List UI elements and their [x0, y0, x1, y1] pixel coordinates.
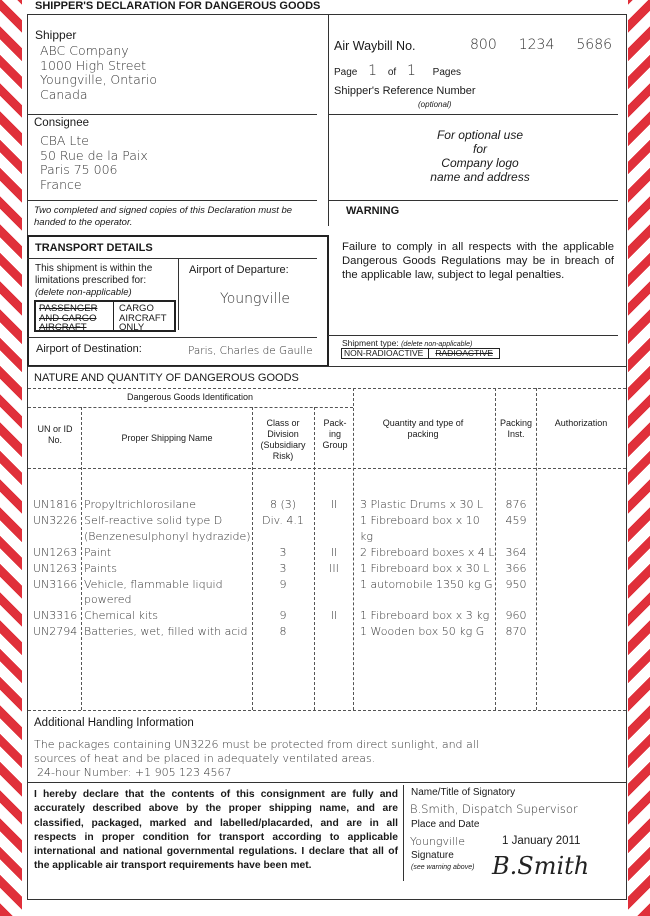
- signatory-label: Name/Title of Signatory: [411, 787, 516, 798]
- goods-group-header: Dangerous Goods Identification: [126, 392, 254, 402]
- cell-qty: 1 Fibreboard box x 10 kg: [360, 513, 480, 543]
- cell-pg: II: [330, 545, 338, 559]
- cell-class: 3: [279, 561, 287, 575]
- cell-class: [253, 592, 313, 608]
- signature[interactable]: B.Smith: [492, 852, 590, 880]
- logo-area-line: For optional use: [436, 128, 524, 142]
- cell-class: 3: [279, 545, 287, 559]
- divider: [27, 200, 317, 201]
- cell-name: Batteries, wet, filled with acid: [84, 625, 248, 639]
- destination-label: Airport of Destination:: [36, 343, 142, 355]
- departure-airport: Youngville: [220, 291, 290, 307]
- consignee-line: Paris 75 006: [40, 162, 118, 177]
- passenger-aircraft-option[interactable]: PASSENGER AND CARGO AIRCRAFT: [36, 302, 114, 330]
- of-label: of: [387, 67, 397, 78]
- cell-class: [253, 529, 313, 545]
- signature-note: (see warning above): [411, 864, 475, 871]
- date[interactable]: 1 January 2011: [502, 835, 581, 847]
- column-divider: [81, 407, 82, 710]
- place-date-label: Place and Date: [411, 819, 480, 830]
- logo-area-line: Company logo: [441, 156, 519, 170]
- waybill-label: Air Waybill No.: [334, 39, 416, 53]
- cell-un: UN2794: [33, 625, 78, 639]
- header-authorization: Authorization: [554, 418, 608, 428]
- handling-text: The packages containing UN3226 must be protected from direct sunlight, and all sources of heat and be placed in adequately ventilated areas.: [34, 738, 479, 765]
- cell-pg: II: [330, 498, 338, 511]
- shipper-line: ABC Company: [40, 43, 129, 58]
- copies-note: Two completed and signed copies of this Declaration must be handed to the operator.: [34, 205, 293, 228]
- cell-un: UN3226: [33, 513, 78, 527]
- cell-class: 8: [279, 625, 287, 639]
- cell-pi: 364: [505, 545, 527, 559]
- cell-pi: [497, 529, 535, 545]
- cell-qty: 1 Fibreboard box x 3 kg: [360, 609, 490, 623]
- shipment-type-options: [341, 348, 500, 359]
- cell-pg: III: [329, 561, 339, 575]
- cell-pi: 870: [505, 625, 527, 639]
- divider: [328, 200, 329, 226]
- divider: [27, 258, 317, 259]
- cell-pg: [315, 592, 353, 608]
- shipper-line: Canada: [40, 86, 88, 102]
- waybill-part: 5686: [576, 37, 613, 53]
- page-count: [334, 63, 461, 79]
- cell-pg: [315, 529, 353, 545]
- cell-class: 9: [279, 609, 287, 623]
- consignee-label: Consignee: [34, 117, 89, 129]
- divider: [27, 114, 317, 115]
- cell-pi: 876: [505, 498, 527, 511]
- cell-qty: 1 Wooden box 50 kg G: [360, 625, 485, 639]
- cell-name: Paint: [84, 545, 112, 559]
- cell-pi: [497, 592, 535, 608]
- consignee-line: 50 Rue de la Paix: [40, 147, 148, 163]
- hazard-stripe-left: [0, 0, 22, 916]
- waybill-part: 800: [470, 37, 497, 53]
- cell-class: 8 (3): [269, 498, 297, 511]
- shipper-line: Youngville, Ontario: [40, 72, 158, 87]
- shipment-type-text: Shipment type:: [342, 338, 399, 348]
- header-class: Class or Division (Subsidiary Risk): [260, 418, 306, 461]
- cell-class: 9: [279, 577, 287, 591]
- cell-qty: 1 Fibreboard box x 30 L: [360, 561, 490, 575]
- header-quantity: Quantity and type of packing: [382, 418, 464, 439]
- cell-un: UN3166: [33, 577, 78, 591]
- reference-note: (optional): [418, 100, 452, 109]
- waybill-number: [470, 37, 612, 53]
- shipper-address: [40, 44, 157, 102]
- cell-qty: [360, 592, 495, 608]
- shipment-type-note: (delete non-applicable): [401, 341, 473, 348]
- delete-note: (delete non-applicable): [35, 287, 132, 298]
- column-divider: [353, 388, 354, 710]
- warning-text: Failure to comply in all respects with the applicable Dangerous Goods Regulations may be in breach of the applicable law, subject to legal penalties.: [342, 241, 614, 281]
- destination-airport: Paris, Charles de Gaulle: [188, 345, 313, 357]
- cell-qty: [360, 529, 495, 545]
- cell-un: UN1816: [33, 498, 78, 511]
- divider: [328, 114, 618, 115]
- cell-un: [33, 529, 81, 545]
- emergency-phone: 24-hour Number: +1 905 123 4567: [37, 766, 232, 779]
- header-name: Proper Shipping Name: [121, 433, 213, 443]
- warning-title: WARNING: [346, 205, 400, 217]
- header-packing-inst: Packing Inst.: [499, 418, 533, 439]
- waybill-part: 1234: [518, 37, 555, 53]
- cell-un: UN1263: [33, 545, 78, 559]
- cell-pg: [315, 624, 353, 640]
- aircraft-options: [34, 300, 176, 332]
- cell-pi: 960: [505, 609, 527, 623]
- header-un: UN or ID No.: [37, 424, 73, 445]
- place[interactable]: Youngville: [410, 835, 465, 848]
- logo-area: [380, 128, 580, 184]
- pages-label: Pages: [432, 67, 462, 78]
- divider: [328, 335, 618, 336]
- column-divider: [536, 388, 537, 710]
- radioactive-option[interactable]: RADIOACTIVE: [435, 348, 493, 358]
- logo-area-line: for: [472, 142, 487, 156]
- cell-qty: 1 automobile 1350 kg G: [360, 577, 493, 591]
- departure-label: Airport of Departure:: [189, 264, 289, 276]
- divider: [27, 782, 627, 783]
- handling-label: Additional Handling Information: [34, 717, 194, 729]
- cell-qty: 3 Plastic Drums x 30 L: [360, 498, 484, 511]
- logo-area-line: name and address: [430, 170, 530, 184]
- consignee-line: CBA Lte: [40, 133, 89, 148]
- shipment-type-label: [342, 338, 472, 348]
- reference-label: Shipper's Reference Number: [334, 85, 476, 97]
- cell-class: Div. 4.1: [262, 513, 304, 527]
- cell-name: Propyltrichlorosilane: [84, 498, 197, 511]
- cell-un: [33, 592, 81, 608]
- cargo-aircraft-option[interactable]: CARGO AIRCRAFT ONLY: [119, 303, 167, 333]
- limitations-text: This shipment is within the limitations prescribed for:: [35, 263, 153, 286]
- cell-un: UN3316: [33, 609, 78, 623]
- cell-name: Chemical kits: [84, 609, 159, 623]
- cell-pg: [315, 577, 353, 593]
- cell-name: Self-reactive solid type D: [84, 513, 223, 527]
- cell-pg: [315, 513, 353, 529]
- page-number: 1: [368, 63, 378, 79]
- total-pages: 1: [406, 63, 416, 79]
- transport-title: TRANSPORT DETAILS: [35, 242, 153, 254]
- page-label: Page: [334, 67, 358, 78]
- header-packing-group: Pack- ing Group: [322, 418, 348, 450]
- dashed-divider: [28, 710, 626, 711]
- divider: [27, 337, 317, 338]
- signatory-name[interactable]: B.Smith, Dispatch Supervisor: [410, 802, 578, 816]
- shipper-line: 1000 High Street: [40, 57, 147, 73]
- divider: [27, 366, 627, 367]
- cell-qty: 2 Fibreboard boxes x 4 L: [360, 545, 495, 559]
- cell-un: UN1263: [33, 561, 78, 575]
- signature-label: Signature: [411, 850, 454, 861]
- cell-name: Paints: [84, 561, 117, 575]
- cell-name: powered: [84, 593, 132, 607]
- cell-pi: 459: [505, 513, 527, 527]
- cell-name: Vehicle, flammable liquid: [84, 577, 223, 591]
- declaration-text: I hereby declare that the contents of this consignment are fully and accurately described above by the proper shipping name, and are classified, packaged, marked and labelled/placarded, and are in all respects in proper condition for transport according to applicable international and national governmental regulations. I declare that all of the applicable air transport requirements have been met.: [34, 789, 398, 872]
- divider: [178, 258, 179, 330]
- dashed-divider: [28, 407, 353, 408]
- divider: [328, 14, 329, 128]
- non-radioactive-option[interactable]: NON-RADIOACTIVE: [342, 349, 429, 358]
- document-title: SHIPPER'S DECLARATION FOR DANGEROUS GOODS: [35, 0, 321, 12]
- cell-pi: 950: [505, 577, 527, 591]
- consignee-line: France: [40, 176, 82, 192]
- cell-name: (Benzenesulphonyl hydrazide): [84, 529, 251, 543]
- consignee-address: [40, 134, 148, 192]
- divider: [403, 785, 404, 881]
- cell-pg: II: [330, 609, 338, 623]
- divider: [328, 200, 618, 201]
- cell-pi: 366: [505, 561, 527, 575]
- goods-title: NATURE AND QUANTITY OF DANGEROUS GOODS: [34, 372, 299, 384]
- shipper-label: Shipper: [35, 28, 77, 42]
- hazard-stripe-right: [628, 0, 650, 916]
